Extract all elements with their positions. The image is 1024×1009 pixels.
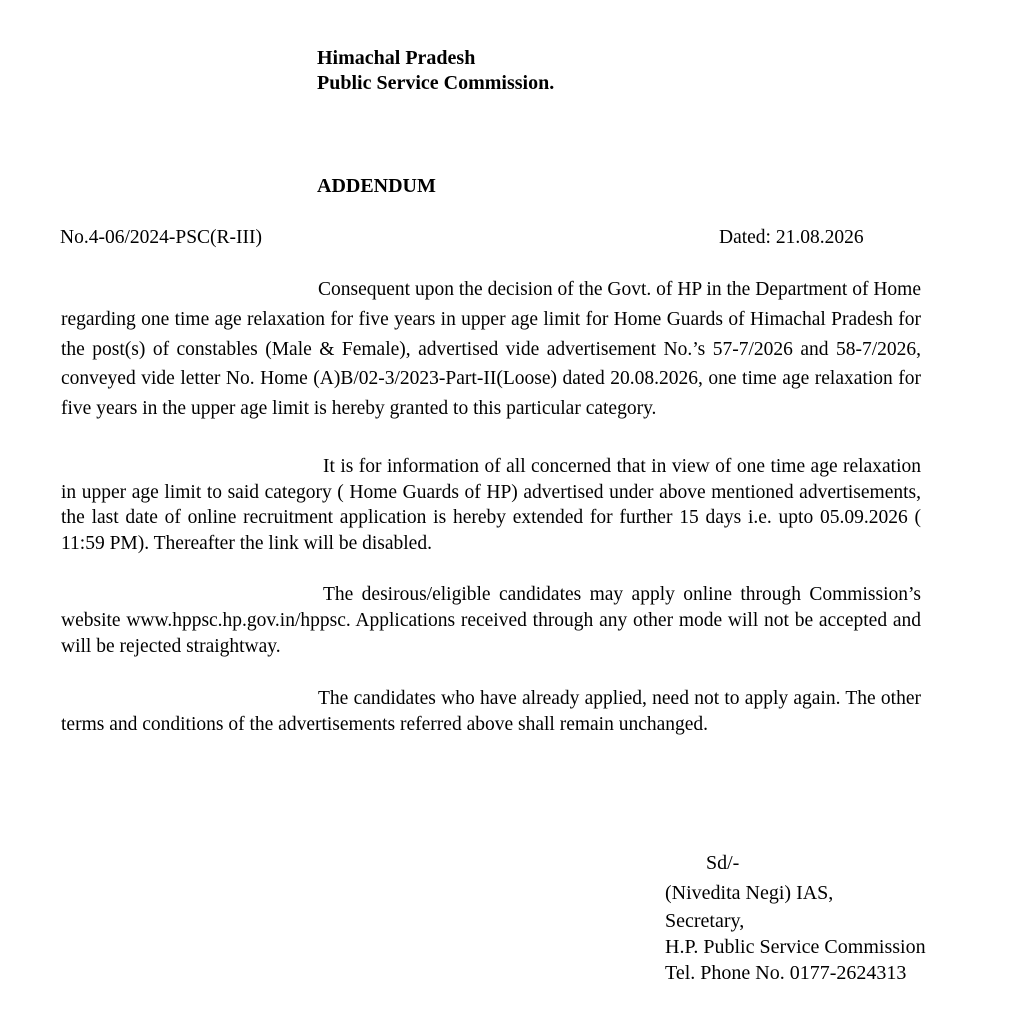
document-date: Dated: 21.08.2026: [719, 227, 864, 248]
signatory-name: (Nivedita Negi) IAS,: [665, 882, 834, 904]
body-paragraph-1: Consequent upon the decision of the Govt. of HP in the Department of Home regarding one time age relaxation for five years in upper age limit for Home Guards of Himachal Pradesh for the post(s) of constables (Male & Female), advertised vide advertisement No.’s 57-7/2026 and 58-7/2026, conveyed vide letter No. Home (A)B/02-3/2023-Part-II(Loose) dated 20.08.2026, one time age relaxation for five years in the upper age limit is hereby granted to this particular category.: [61, 279, 921, 420]
signatory-office: H.P. Public Service Commission: [665, 936, 926, 958]
signature-mark: Sd/-: [706, 852, 740, 874]
body-paragraph-4: The candidates who have already applied, need not to apply again. The other terms and conditions of the advertisements referred above shall remain unchanged.: [61, 688, 921, 735]
reference-number: No.4-06/2024-PSC(R-III): [60, 227, 263, 248]
body-paragraph-2: It is for information of all concerned that in view of one time age relaxation in upper age limit to said category ( Home Guards of HP) advertised under above mentioned advertisements, the last date of online recruitment application is hereby extended for further 15 days i.e. upto 05.09.2026 ( 11:59 PM). Thereafter the link will be disabled.: [61, 456, 921, 554]
document-title: ADDENDUM: [317, 175, 436, 197]
signatory-designation: Secretary,: [665, 910, 745, 932]
org-name-line1: Himachal Pradesh: [317, 47, 476, 69]
signatory-phone: Tel. Phone No. 0177-2624313: [665, 962, 907, 984]
org-name-line2: Public Service Commission.: [317, 72, 555, 94]
body-paragraph-3: The desirous/eligible candidates may apply online through Commission’s website www.hppsc.hp.gov.in/hppsc. Applications received through any other mode will not be accepted and will be rejected straightway.: [61, 584, 921, 657]
